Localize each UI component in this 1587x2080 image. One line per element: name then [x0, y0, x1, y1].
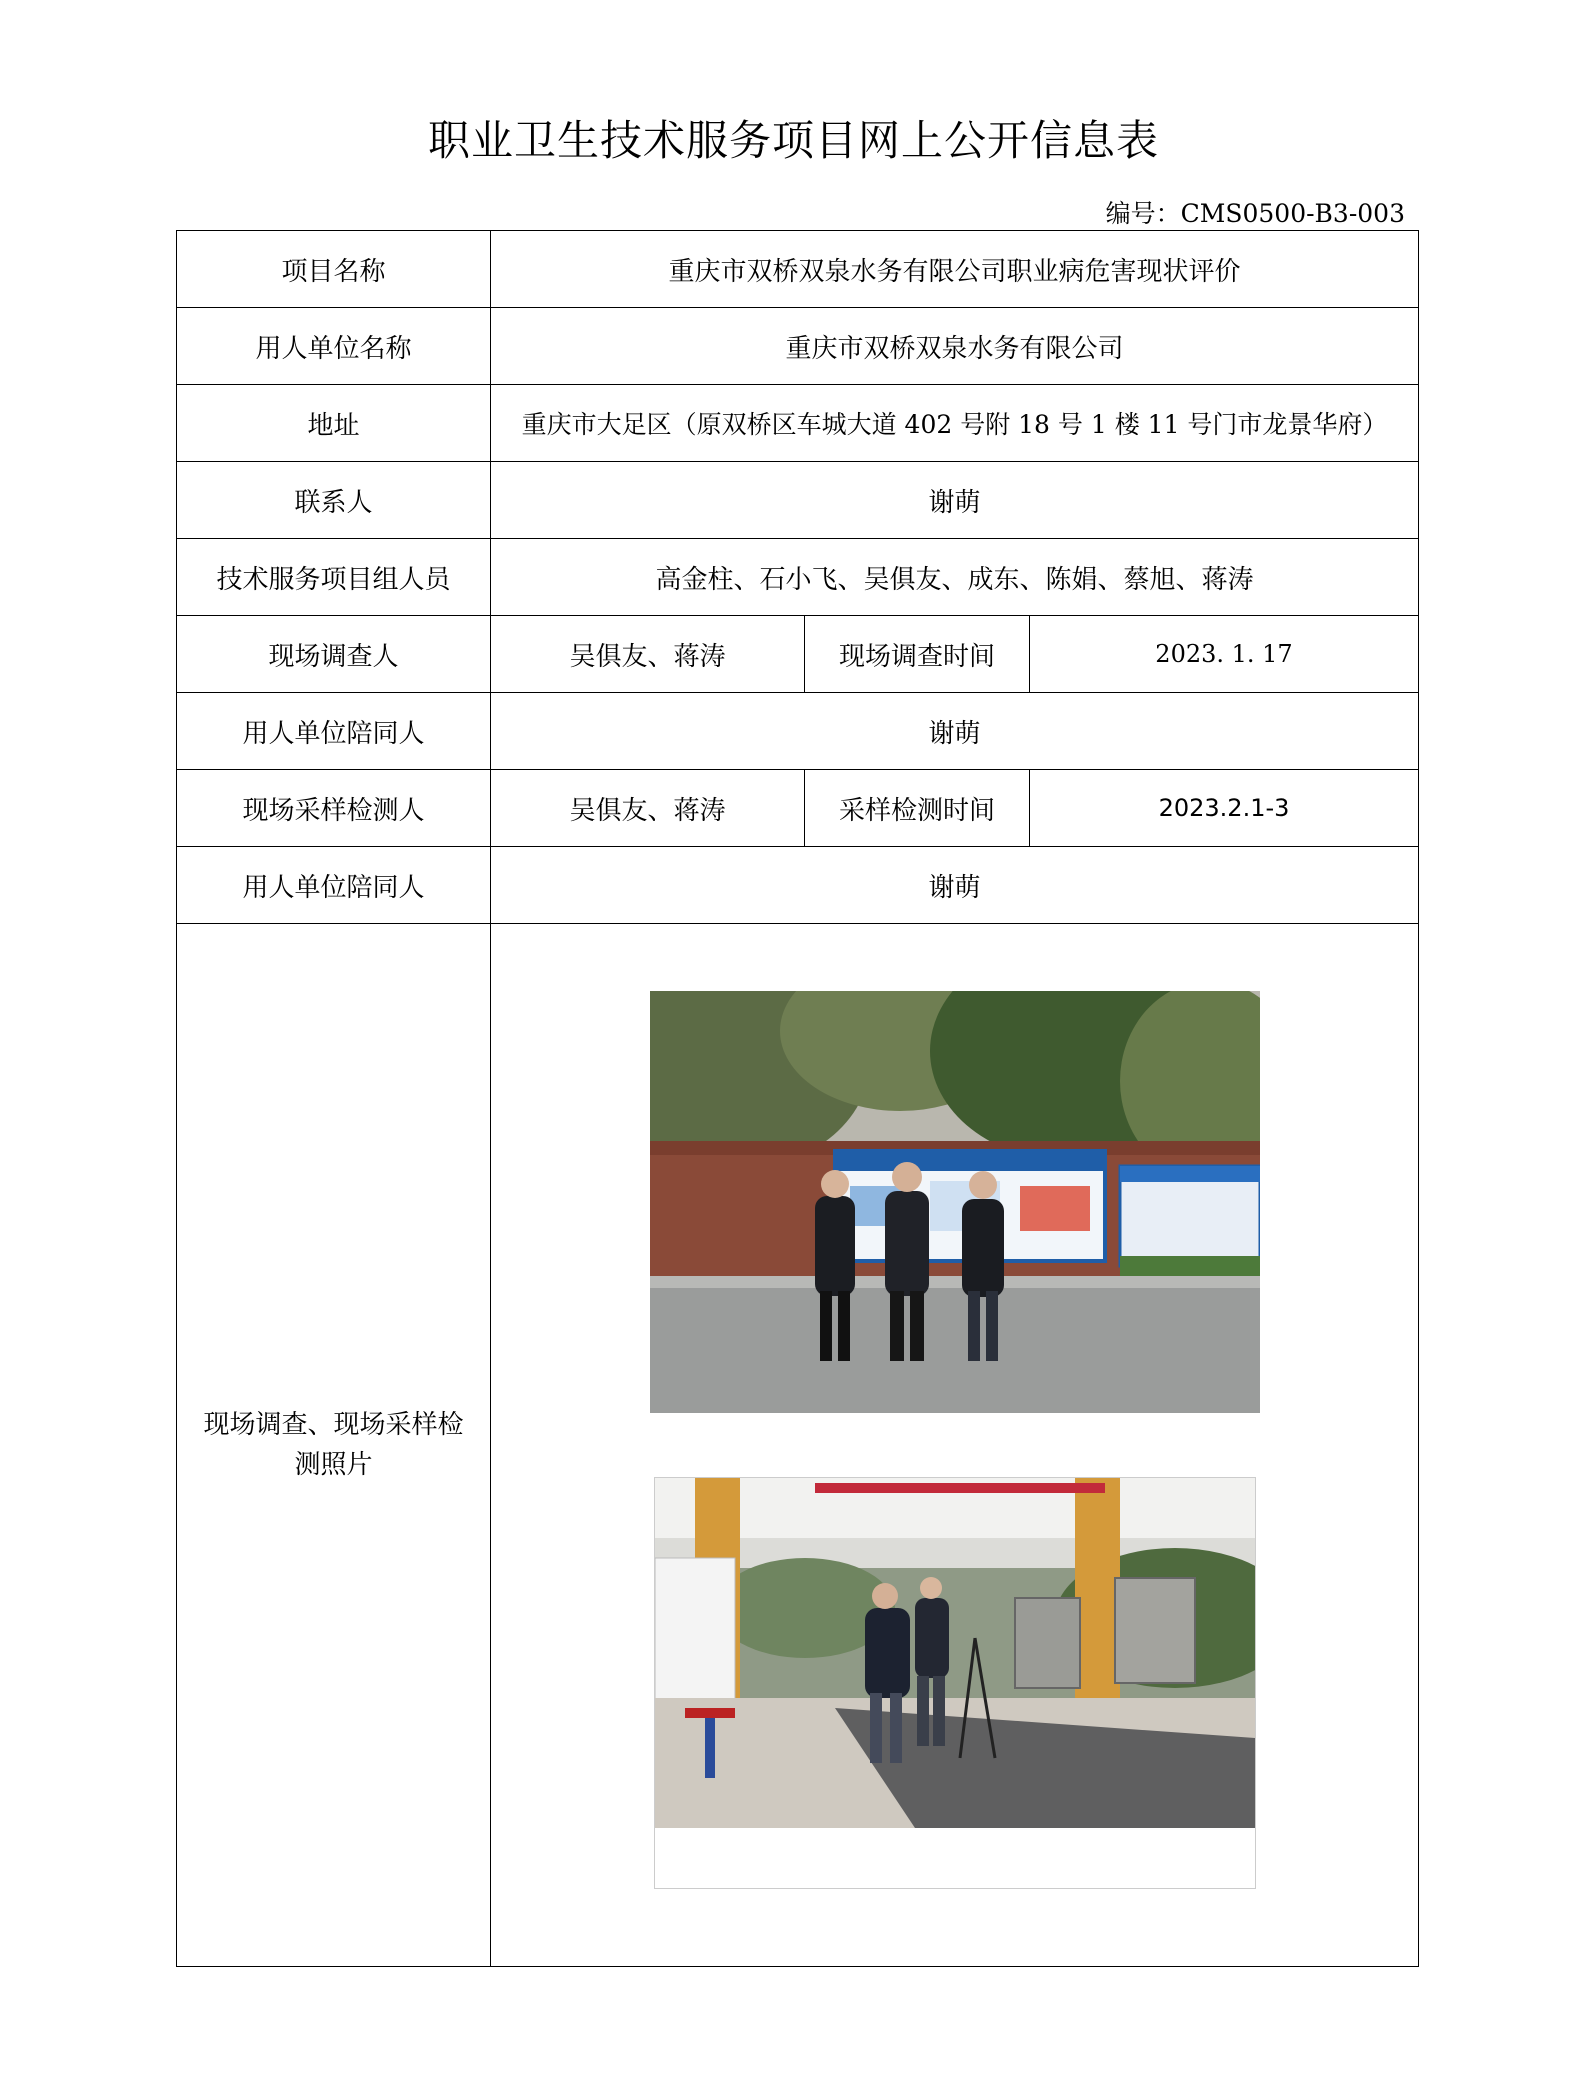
survey-photo [650, 991, 1260, 1413]
label-sampling-escort: 用人单位陪同人 [177, 847, 491, 924]
label-project-name: 项目名称 [177, 231, 491, 308]
value-survey-escort: 谢萌 [491, 693, 1419, 770]
row-sampling [177, 770, 1419, 847]
sampling-photo [654, 1477, 1256, 1889]
value-survey-time: 2023. 1. 17 [1030, 616, 1419, 693]
row-employer [177, 308, 1419, 385]
row-sampling-escort [177, 847, 1419, 924]
label-sampling: 现场采样检测人 [177, 770, 491, 847]
row-project-name [177, 231, 1419, 308]
label-employer: 用人单位名称 [177, 308, 491, 385]
value-team: 高金柱、石小飞、吴俱友、成东、陈娟、蔡旭、蒋涛 [491, 539, 1419, 616]
label-survey-escort: 用人单位陪同人 [177, 693, 491, 770]
row-contact [177, 462, 1419, 539]
label-team: 技术服务项目组人员 [177, 539, 491, 616]
value-sampling-escort: 谢萌 [491, 847, 1419, 924]
label-survey-time: 现场调查时间 [805, 616, 1030, 693]
label-address: 地址 [177, 385, 491, 462]
page-title: 职业卫生技术服务项目网上公开信息表 [427, 116, 1159, 165]
value-address: 重庆市大足区（原双桥区车城大道 402 号附 18 号 1 楼 11 号门市龙景华府） [491, 385, 1419, 462]
value-project-name: 重庆市双桥双泉水务有限公司职业病危害现状评价 [491, 231, 1419, 308]
value-survey: 吴俱友、蒋涛 [491, 616, 805, 693]
info-table [176, 230, 1419, 1967]
label-photos: 现场调查、现场采样检测照片 [177, 924, 491, 1967]
value-contact: 谢萌 [491, 462, 1419, 539]
label-contact: 联系人 [177, 462, 491, 539]
row-address [177, 385, 1419, 462]
row-team [177, 539, 1419, 616]
value-employer: 重庆市双桥双泉水务有限公司 [491, 308, 1419, 385]
label-sampling-time: 采样检测时间 [805, 770, 1030, 847]
document-code: 编号：CMS0500-B3-003 [1105, 199, 1405, 228]
photos-cell [491, 924, 1419, 1967]
row-survey-escort [177, 693, 1419, 770]
row-photos [177, 924, 1419, 1967]
value-sampling-time: 2023.2.1-3 [1030, 770, 1419, 847]
row-survey [177, 616, 1419, 693]
value-sampling: 吴俱友、蒋涛 [491, 770, 805, 847]
label-survey: 现场调查人 [177, 616, 491, 693]
